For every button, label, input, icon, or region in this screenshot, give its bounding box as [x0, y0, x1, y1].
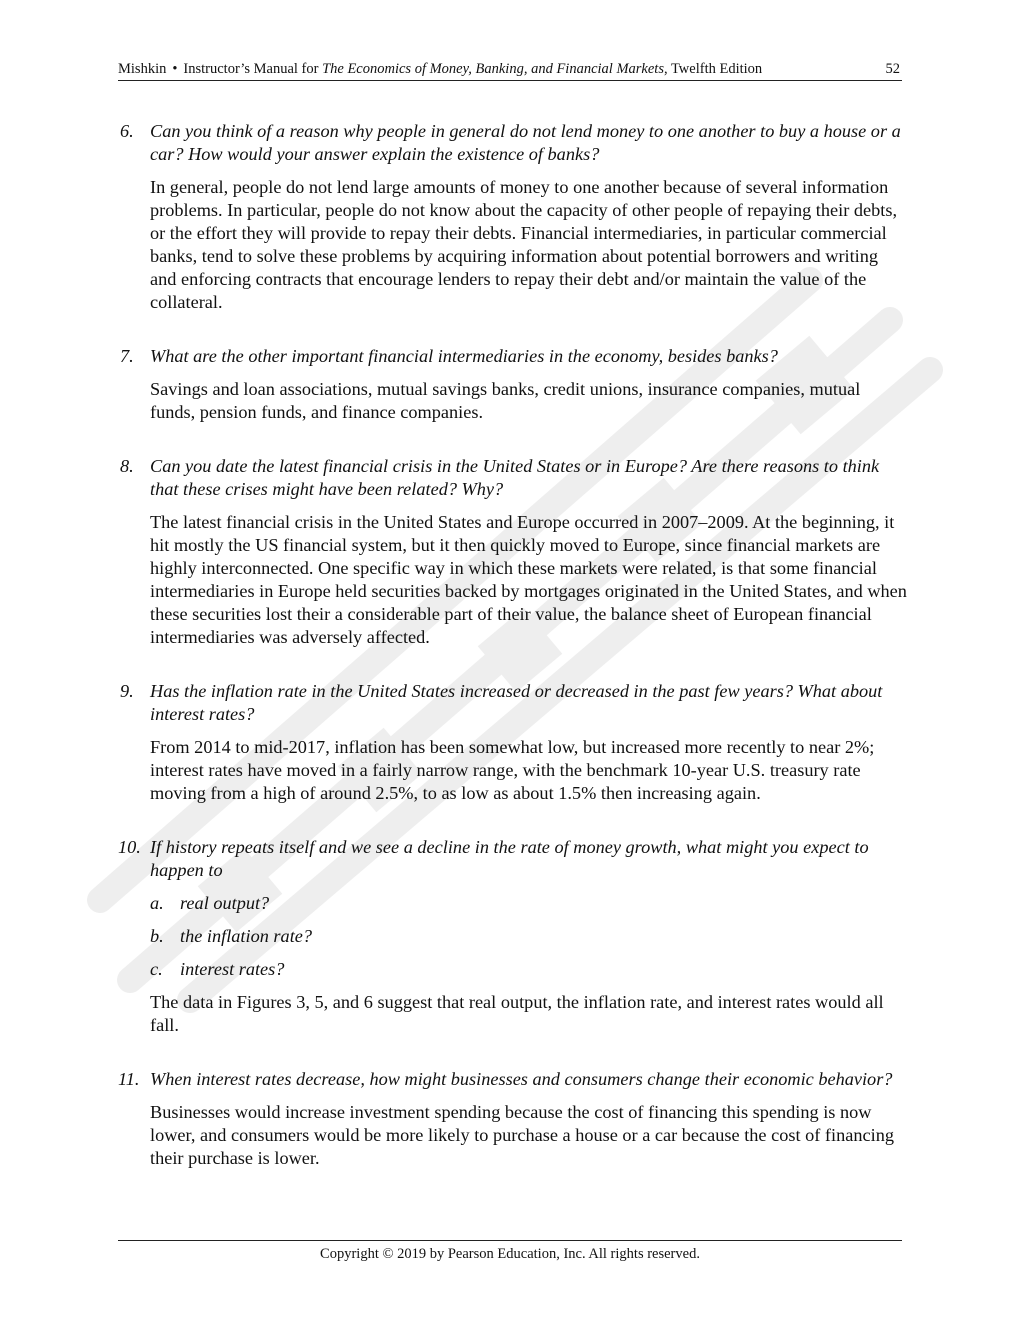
- answer-text: In general, people do not lend large amounts of money to one another because of several information problems. In particular, people do not know about the capacity of other people of repaying their debts, or the effort they will provide to repay their debts. Financial intermediaries, in particular commercial banks, tend to solve these problems by acquiring information about potential borrowers and writing and enforcing contracts that encourage lenders to repay their debt and/or maintain the value of the collateral.: [150, 177, 898, 312]
- question-6: [118, 120, 908, 314]
- answer-text: Savings and loan associations, mutual savings banks, credit unions, insurance companies, mutual funds, pension funds, and finance companies.: [150, 379, 861, 422]
- sub-question-text: the inflation rate?: [180, 926, 313, 946]
- question-prompt: Can you think of a reason why people in general do not lend money to one another to buy a house or a car? How would your answer explain the existence of banks?: [150, 121, 901, 164]
- question-8: [118, 455, 908, 649]
- question-9: [118, 680, 908, 805]
- question-number: 10.: [118, 837, 141, 857]
- question-text: [118, 680, 908, 726]
- sub-question-b: [150, 925, 908, 948]
- answer-text: The latest financial crisis in the United States and Europe occurred in 2007–2009. At the beginning, it hit mostly the US financial system, but it then quickly moved to Europe, since financial markets are highly interconnected. One specific way in which these markets were related, is that some financial intermediaries in Europe held securities backed by mortgages originated in the United States, and when these securities lost their a considerable part of their value, the balance sheet of European financial intermediaries was adversely affected.: [150, 512, 907, 647]
- question-number: 7.: [120, 346, 134, 366]
- question-prompt: Has the inflation rate in the United States increased or decreased in the past few years? What about interest rates?: [150, 681, 883, 724]
- sub-question-text: real output?: [180, 893, 270, 913]
- sub-question-letter: a.: [150, 893, 164, 913]
- copyright-notice: Copyright © 2019 by Pearson Education, Inc. All rights reserved.: [320, 1246, 700, 1262]
- question-prompt: If history repeats itself and we see a decline in the rate of money growth, what might you expect to happen to: [150, 837, 869, 880]
- page-footer: [118, 1240, 902, 1265]
- sub-question-list: [118, 892, 908, 981]
- page-number: 52: [885, 61, 900, 77]
- question-number: 11.: [118, 1069, 140, 1089]
- sub-question-letter: b.: [150, 926, 164, 946]
- question-text: [118, 345, 908, 368]
- page-header: [118, 58, 902, 81]
- page-content: [118, 120, 908, 1201]
- question-prompt: Can you date the latest financial crisis in the United States or in Europe? Are there reasons to think that these crises might have been related? Why?: [150, 456, 880, 499]
- header-prefix: Instructor’s Manual for: [183, 61, 319, 77]
- question-text: [118, 455, 908, 501]
- question-7: [118, 345, 908, 424]
- question-10: [118, 836, 908, 1037]
- answer-text: The data in Figures 3, 5, and 6 suggest that real output, the inflation rate, and interest rates would all fall.: [150, 992, 884, 1035]
- sub-question-letter: c.: [150, 959, 163, 979]
- question-text: [118, 120, 908, 166]
- header-book-title: The Economics of Money, Banking, and Financial Markets: [322, 61, 664, 77]
- sub-question-text: interest rates?: [180, 959, 285, 979]
- answer-text: Businesses would increase investment spending because the cost of financing this spending is now lower, and consumers would be more likely to purchase a house or a car because the cost of financing their purchase is lower.: [150, 1102, 894, 1168]
- question-number: 6.: [120, 121, 134, 141]
- question-prompt: When interest rates decrease, how might businesses and consumers change their economic behavior?: [150, 1069, 893, 1089]
- header-bullet: •: [172, 61, 178, 77]
- question-number: 9.: [120, 681, 134, 701]
- sub-question-c: [150, 958, 908, 981]
- question-text: [118, 1068, 908, 1091]
- question-number: 8.: [120, 456, 134, 476]
- question-text: [118, 836, 908, 882]
- question-prompt: What are the other important financial intermediaries in the economy, besides banks?: [150, 346, 778, 366]
- header-author: Mishkin: [118, 61, 167, 77]
- answer-text: From 2014 to mid-2017, inflation has been somewhat low, but increased more recently to near 2%; interest rates have moved in a fairly narrow range, with the benchmark 10-year U.S. treasury rate moving from a high of around 2.5%, to as low as about 1.5% then increasing again.: [150, 737, 875, 803]
- running-head: [118, 58, 762, 80]
- question-11: [118, 1068, 908, 1170]
- sub-question-a: [150, 892, 908, 915]
- header-edition: , Twelfth Edition: [663, 61, 763, 77]
